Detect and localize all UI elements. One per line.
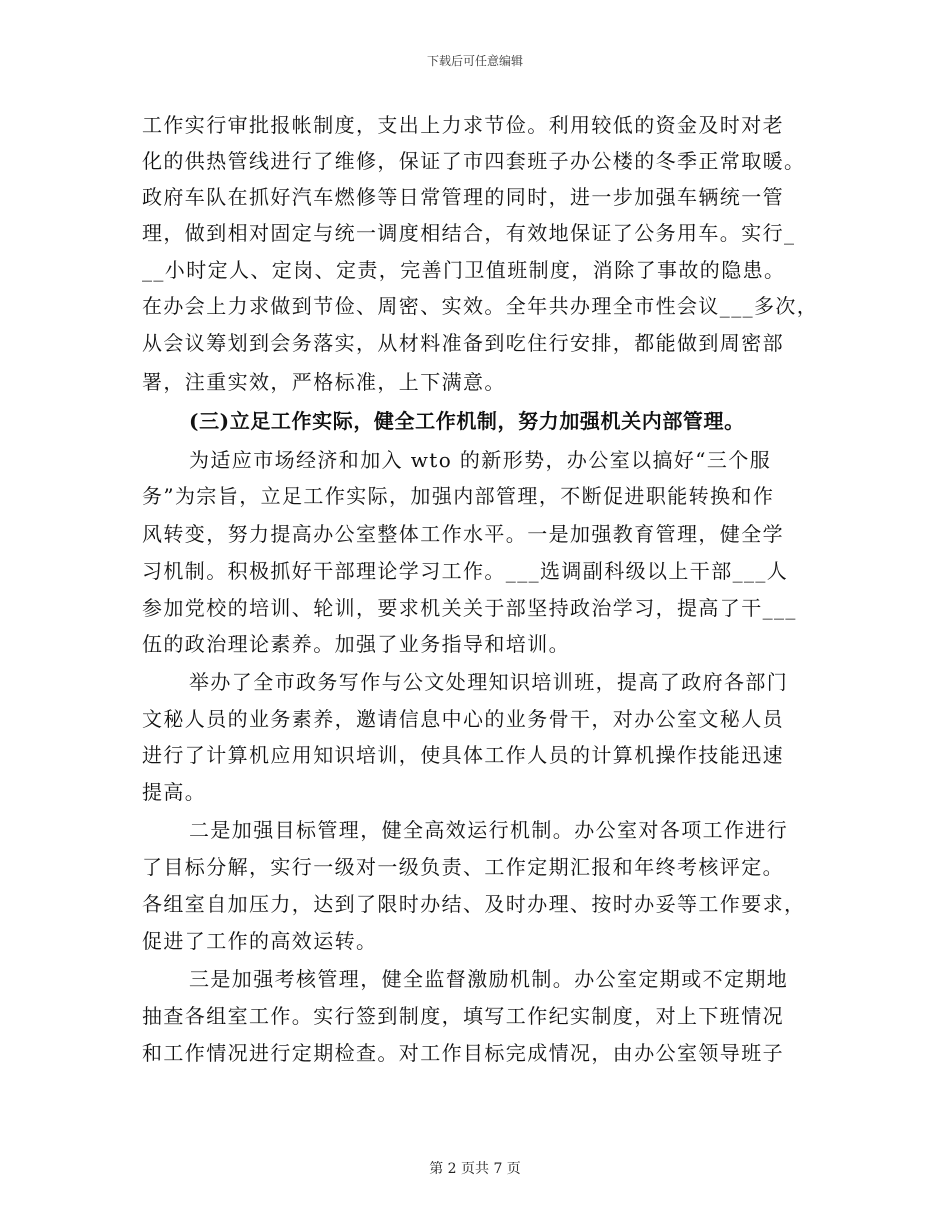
- text-line: __小时定人、定岗、定责，完善门卫值班制度，消除了事故的隐患。: [142, 258, 786, 282]
- text-line: 为适应市场经济和加入 wto 的新形势，办公室以搞好“三个服: [189, 448, 772, 472]
- text-line: 署，注重实效，严格标准，上下满意。: [142, 370, 506, 394]
- text-line: 从会议筹划到会务落实，从材料准备到吃住行安排，都能做到周密部: [142, 331, 784, 355]
- text-line: 文秘人员的业务素养，邀请信息中心的业务骨干，对办公室文秘人员: [142, 707, 784, 731]
- text-line: 风转变，努力提高办公室整体工作水平。一是加强教育管理，健全学: [142, 522, 784, 546]
- text-line: 提高。: [142, 780, 207, 804]
- text-line: 参加党校的培训、轮训，要求机关关于部坚持政治学习，提高了干___: [142, 596, 797, 620]
- text-line: 二是加强目标管理，健全高效运行机制。办公室对各项工作进行: [189, 818, 789, 842]
- text-line: 在办会上力求做到节俭、周密、实效。全年共办理全市性会议___多次，: [142, 294, 819, 318]
- text-line: 各组室自加压力，达到了限时办结、及时办理、按时办妥等工作要求，: [142, 892, 806, 916]
- page-header: 下载后可任意编辑: [426, 54, 523, 68]
- text-line: 和工作情况进行定期检查。对工作目标完成情况，由办公室领导班子: [142, 1041, 784, 1065]
- text-line: 务”为宗旨，立足工作实际，加强内部管理，不断促进职能转换和作: [142, 484, 775, 508]
- text-line: 了目标分解，实行一级对一级负责、工作定期汇报和年终考核评定。: [142, 855, 784, 879]
- text-line: 政府车队在抓好汽车燃修等日常管理的同时，进一步加强车辆统一管: [142, 185, 784, 209]
- text-line: 抽查各组室工作。实行签到制度，填写工作纪实制度，对上下班情况: [142, 1004, 784, 1028]
- section-heading: (三)立足工作实际，健全工作机制，努力加强机关内部管理。: [189, 409, 745, 433]
- page-footer: 第 2 页共 7 页: [429, 1161, 521, 1177]
- text-line: 三是加强考核管理，健全监督激励机制。办公室定期或不定期地: [189, 967, 789, 991]
- text-line: 理，做到相对固定与统一调度相结合，有效地保证了公务用车。实行_: [142, 221, 796, 245]
- text-line: 举办了全市政务写作与公文处理知识培训班，提高了政府各部门: [189, 670, 789, 694]
- text-line: 伍的政治理论素养。加强了业务指导和培训。: [142, 632, 570, 656]
- text-line: 促进了工作的高效运转。: [142, 929, 378, 953]
- text-line: 化的供热管线进行了维修，保证了市四套班子办公楼的冬季正常取暖。: [142, 149, 806, 173]
- text-line: 习机制。积极抓好干部理论学习工作。___选调副科级以上干部___人: [142, 559, 789, 583]
- text-line: 工作实行审批报帐制度，支出上力求节俭。利用较低的资金及时对老: [142, 113, 784, 137]
- text-line: 进行了计算机应用知识培训，使具体工作人员的计算机操作技能迅速: [142, 743, 784, 767]
